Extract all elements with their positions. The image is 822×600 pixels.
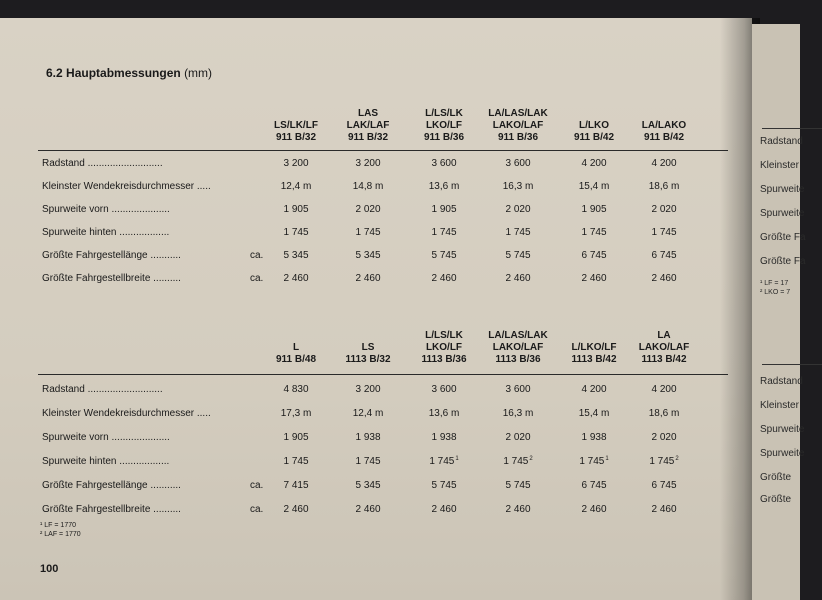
column-variant: LA/LAKO xyxy=(641,120,687,131)
column-model: 1113 B/32 xyxy=(345,354,391,365)
cell-value: 2 460 xyxy=(505,504,531,515)
cell-value: 2 460 xyxy=(355,504,381,515)
cell-value: 5 345 xyxy=(355,480,381,491)
cell-value: 1 745 xyxy=(283,456,309,467)
cell-value: 6 745 xyxy=(581,480,607,491)
cell-value: 1 938 xyxy=(355,432,381,443)
cell-value: 1 745 xyxy=(581,227,607,238)
table-cell xyxy=(624,456,704,467)
cell-value: 16,3 m xyxy=(502,181,534,192)
table-cell xyxy=(328,181,408,192)
cell-value: 4 200 xyxy=(651,158,677,169)
cell-value: 2 460 xyxy=(651,273,677,284)
section-heading: Hauptabmessungen xyxy=(66,66,181,80)
column-variant: LAKO/LAF xyxy=(492,342,544,353)
facing-page-label: Größte Fa xyxy=(760,232,806,243)
column-header xyxy=(554,342,634,366)
column-variant: L/LS/LK xyxy=(425,330,463,341)
table-cell xyxy=(554,181,634,192)
cell-value: 17,3 m xyxy=(280,408,312,419)
table-cell xyxy=(624,384,704,395)
table-cell xyxy=(328,480,408,491)
table-cell xyxy=(404,181,484,192)
cell-value: 2 020 xyxy=(355,204,381,215)
table-cell xyxy=(478,273,558,284)
table-cell xyxy=(256,250,336,261)
table-cell xyxy=(478,504,558,515)
table-cell xyxy=(404,504,484,515)
facing-page-label: Kleinster xyxy=(760,400,799,411)
table-cell xyxy=(554,204,634,215)
column-model: 911 B/36 xyxy=(497,132,539,143)
cell-value: 2 020 xyxy=(505,204,531,215)
facing-page xyxy=(752,24,806,600)
section-unit: (mm) xyxy=(184,66,213,80)
cell-value: 1 905 xyxy=(283,432,309,443)
table-cell xyxy=(404,432,484,443)
facing-page-label: Spurweite xyxy=(760,424,805,435)
cell-value: 5 745 xyxy=(431,250,457,261)
column-model: 911 B/36 xyxy=(423,132,465,143)
table-cell xyxy=(478,432,558,443)
cell-value: 2 460 xyxy=(283,504,309,515)
facing-page-label: Radstand xyxy=(760,136,803,147)
column-header xyxy=(478,330,558,366)
facing-page-rule xyxy=(762,128,822,129)
cell-value: 15,4 m xyxy=(578,408,610,419)
column-header xyxy=(256,120,336,144)
cell-value: 2 460 xyxy=(283,273,309,284)
cell-value: 3 200 xyxy=(283,158,309,169)
column-variant: LS/LK/LF xyxy=(274,120,318,131)
facing-page-label: Größte Fa xyxy=(760,256,806,267)
row-label: Größte Fahrgestellänge ........... xyxy=(42,250,181,261)
column-header xyxy=(328,342,408,366)
table-cell xyxy=(624,408,704,419)
cell-value: 2 460 xyxy=(431,504,457,515)
column-header xyxy=(554,120,634,144)
row-label: Größte Fahrgestellänge ........... xyxy=(42,480,181,491)
column-variant: LS xyxy=(361,342,375,353)
footnote-ref: 1 xyxy=(605,456,609,462)
column-variant: LA/LAS/LAK xyxy=(488,108,548,119)
cell-value: 6 745 xyxy=(581,250,607,261)
cell-value: 1 938 xyxy=(431,432,457,443)
facing-page-rule xyxy=(762,364,822,365)
table-cell xyxy=(404,227,484,238)
cell-value: 3 200 xyxy=(355,384,381,395)
cell-value: 1 938 xyxy=(581,432,607,443)
table-cell xyxy=(256,273,336,284)
page-number: 100 xyxy=(40,563,59,575)
table-cell xyxy=(478,227,558,238)
cell-value: 1 745 xyxy=(505,227,531,238)
section-number: 6.2 xyxy=(46,66,63,80)
cell-value: 18,6 m xyxy=(648,181,680,192)
row-label: Spurweite hinten .................. xyxy=(42,456,170,467)
cell-value: 5 745 xyxy=(431,480,457,491)
row-approx-marker: ca. xyxy=(250,480,264,491)
cell-value: 1 745 xyxy=(431,227,457,238)
section-title xyxy=(46,66,212,80)
cell-value: 5 345 xyxy=(355,250,381,261)
table-cell xyxy=(256,384,336,395)
cell-value: 5 745 xyxy=(505,250,531,261)
table-cell xyxy=(624,432,704,443)
footnote-2: ² LAF = 1770 xyxy=(40,531,81,538)
table-cell xyxy=(256,158,336,169)
table-cell xyxy=(624,227,704,238)
cell-value: 1 745 xyxy=(651,227,677,238)
table-cell xyxy=(328,384,408,395)
cell-value: 3 600 xyxy=(505,384,531,395)
table-cell xyxy=(256,456,336,467)
table-cell xyxy=(256,204,336,215)
column-model: 911 B/48 xyxy=(275,354,317,365)
column-variant: LAS xyxy=(358,108,378,119)
column-variant: LKO/LF xyxy=(425,342,463,353)
table-cell xyxy=(478,384,558,395)
row-label: Größte Fahrgestellbreite .......... xyxy=(42,504,181,515)
cell-value: 2 020 xyxy=(651,204,677,215)
table-cell xyxy=(256,227,336,238)
row-approx-marker: ca. xyxy=(250,250,264,261)
table-cell xyxy=(478,408,558,419)
table-cell xyxy=(478,204,558,215)
facing-page-label: Radstand xyxy=(760,376,803,387)
cell-value: 1 905 xyxy=(581,204,607,215)
header-rule xyxy=(38,150,728,151)
column-header xyxy=(256,342,336,366)
cell-value: 2 460 xyxy=(651,504,677,515)
cell-value: 4 200 xyxy=(581,158,607,169)
table-cell xyxy=(328,158,408,169)
facing-page-label: Spurweite xyxy=(760,208,805,219)
table-cell xyxy=(554,273,634,284)
cell-value: 14,8 m xyxy=(352,181,384,192)
table-cell xyxy=(404,408,484,419)
cell-value: 3 600 xyxy=(431,384,457,395)
table-cell xyxy=(404,158,484,169)
table-cell xyxy=(554,432,634,443)
cell-value: 16,3 m xyxy=(502,408,534,419)
table-cell xyxy=(478,480,558,491)
cell-value: 3 600 xyxy=(505,158,531,169)
cell-value: 2 460 xyxy=(581,504,607,515)
footnote-ref: 2 xyxy=(529,456,533,462)
cell-value: 3 600 xyxy=(431,158,457,169)
table-cell xyxy=(328,273,408,284)
column-variant: LKO/LF xyxy=(425,120,463,131)
row-label: Kleinster Wendekreisdurchmesser ..... xyxy=(42,181,211,192)
column-variant: L/LS/LK xyxy=(425,108,463,119)
cell-value: 5 345 xyxy=(283,250,309,261)
column-model: 1113 B/36 xyxy=(495,354,541,365)
row-label: Spurweite vorn ..................... xyxy=(42,204,170,215)
cell-value: 6 745 xyxy=(651,480,677,491)
table-cell xyxy=(404,480,484,491)
row-label: Kleinster Wendekreisdurchmesser ..... xyxy=(42,408,211,419)
table-cell xyxy=(328,408,408,419)
cell-value: 12,4 m xyxy=(352,408,384,419)
column-model: 1113 B/36 xyxy=(421,354,467,365)
footnote-1: ¹ LF = 1770 xyxy=(40,522,76,529)
row-label: Spurweite hinten .................. xyxy=(42,227,170,238)
table-cell xyxy=(256,480,336,491)
column-header xyxy=(478,108,558,144)
table-cell xyxy=(256,504,336,515)
table-cell xyxy=(478,158,558,169)
cell-value: 5 745 xyxy=(505,480,531,491)
cell-value: 1 905 xyxy=(283,204,309,215)
table-cell xyxy=(554,250,634,261)
facing-page-label: Größte xyxy=(760,472,792,483)
column-model: 1113 B/42 xyxy=(571,354,617,365)
table-cell xyxy=(256,432,336,443)
cell-value: 4 200 xyxy=(651,384,677,395)
cell-value: 3 200 xyxy=(355,158,381,169)
cell-value: 2 460 xyxy=(355,273,381,284)
column-model: 911 B/42 xyxy=(573,132,615,143)
table-cell xyxy=(554,504,634,515)
column-header xyxy=(404,330,484,366)
table-cell xyxy=(404,456,484,467)
column-variant: L/LKO xyxy=(579,120,609,131)
cell-value: 12,4 m xyxy=(280,181,312,192)
column-variant: LA xyxy=(657,330,671,341)
table-cell xyxy=(478,181,558,192)
cell-value: 1 745 xyxy=(283,227,309,238)
column-variant: L/LKO/LF xyxy=(571,342,617,353)
cell-value: 13,6 m xyxy=(428,181,460,192)
row-label: Radstand ........................... xyxy=(42,158,163,169)
table-cell xyxy=(478,456,558,467)
table-cell xyxy=(328,250,408,261)
column-variant: LAK/LAF xyxy=(346,120,390,131)
facing-page-label: Spurweite xyxy=(760,184,805,195)
table-cell xyxy=(404,204,484,215)
cell-value: 1 905 xyxy=(431,204,457,215)
table-cell xyxy=(256,408,336,419)
facing-page-label: Größte xyxy=(760,494,792,505)
footnote-ref: 2 xyxy=(675,456,679,462)
facing-page-note: ² LKO = 7 xyxy=(760,289,791,296)
cell-value: 2 460 xyxy=(505,273,531,284)
cell-value: 2 020 xyxy=(505,432,531,443)
table-cell xyxy=(624,158,704,169)
table-cell xyxy=(328,227,408,238)
column-model: 1113 B/42 xyxy=(641,354,687,365)
cell-value: 15,4 m xyxy=(578,181,610,192)
footnote-ref: 1 xyxy=(455,456,459,462)
facing-page-label: Spurweite xyxy=(760,448,805,459)
cell-value: 6 745 xyxy=(651,250,677,261)
table-cell xyxy=(624,504,704,515)
table-cell xyxy=(404,384,484,395)
column-variant: LAKO/LAF xyxy=(492,120,544,131)
table-cell xyxy=(554,384,634,395)
table-cell xyxy=(624,204,704,215)
cell-value: 2 460 xyxy=(431,273,457,284)
cell-value: 13,6 m xyxy=(428,408,460,419)
table-cell xyxy=(624,273,704,284)
row-label: Radstand ........................... xyxy=(42,384,163,395)
table-cell xyxy=(404,250,484,261)
book-page xyxy=(0,18,752,600)
row-approx-marker: ca. xyxy=(250,273,264,284)
table-cell xyxy=(554,480,634,491)
cell-value: 4 200 xyxy=(581,384,607,395)
table-cell xyxy=(624,181,704,192)
table-cell xyxy=(478,250,558,261)
cell-value: 1 745 xyxy=(503,456,529,467)
column-model: 911 B/42 xyxy=(643,132,685,143)
table-cell xyxy=(554,227,634,238)
column-header xyxy=(624,120,704,144)
row-label: Spurweite vorn ..................... xyxy=(42,432,170,443)
cell-value: 4 830 xyxy=(283,384,309,395)
cell-value: 1 745 xyxy=(355,456,381,467)
cell-value: 1 745 xyxy=(579,456,605,467)
column-model: 911 B/32 xyxy=(275,132,317,143)
column-header xyxy=(328,108,408,144)
column-header xyxy=(404,108,484,144)
cell-value: 2 020 xyxy=(651,432,677,443)
cell-value: 1 745 xyxy=(649,456,675,467)
table-cell xyxy=(554,456,634,467)
header-rule xyxy=(38,374,728,375)
cell-value: 18,6 m xyxy=(648,408,680,419)
cell-value: 1 745 xyxy=(429,456,455,467)
cell-value: 2 460 xyxy=(581,273,607,284)
table-cell xyxy=(624,250,704,261)
cell-value: 1 745 xyxy=(355,227,381,238)
table-cell xyxy=(554,158,634,169)
table-cell xyxy=(256,181,336,192)
facing-page-note: ¹ LF = 17 xyxy=(760,280,789,287)
row-label: Größte Fahrgestellbreite .......... xyxy=(42,273,181,284)
table-cell xyxy=(404,273,484,284)
facing-page-label: Kleinster xyxy=(760,160,799,171)
table-cell xyxy=(554,408,634,419)
table-cell xyxy=(328,504,408,515)
table-cell xyxy=(328,204,408,215)
table-cell xyxy=(328,456,408,467)
table-cell xyxy=(328,432,408,443)
table-cell xyxy=(624,480,704,491)
cell-value: 7 415 xyxy=(283,480,309,491)
column-model: 911 B/32 xyxy=(347,132,389,143)
column-variant: LA/LAS/LAK xyxy=(488,330,548,341)
column-variant: L xyxy=(292,342,300,353)
column-header xyxy=(624,330,704,366)
row-approx-marker: ca. xyxy=(250,504,264,515)
column-variant: LAKO/LAF xyxy=(638,342,690,353)
